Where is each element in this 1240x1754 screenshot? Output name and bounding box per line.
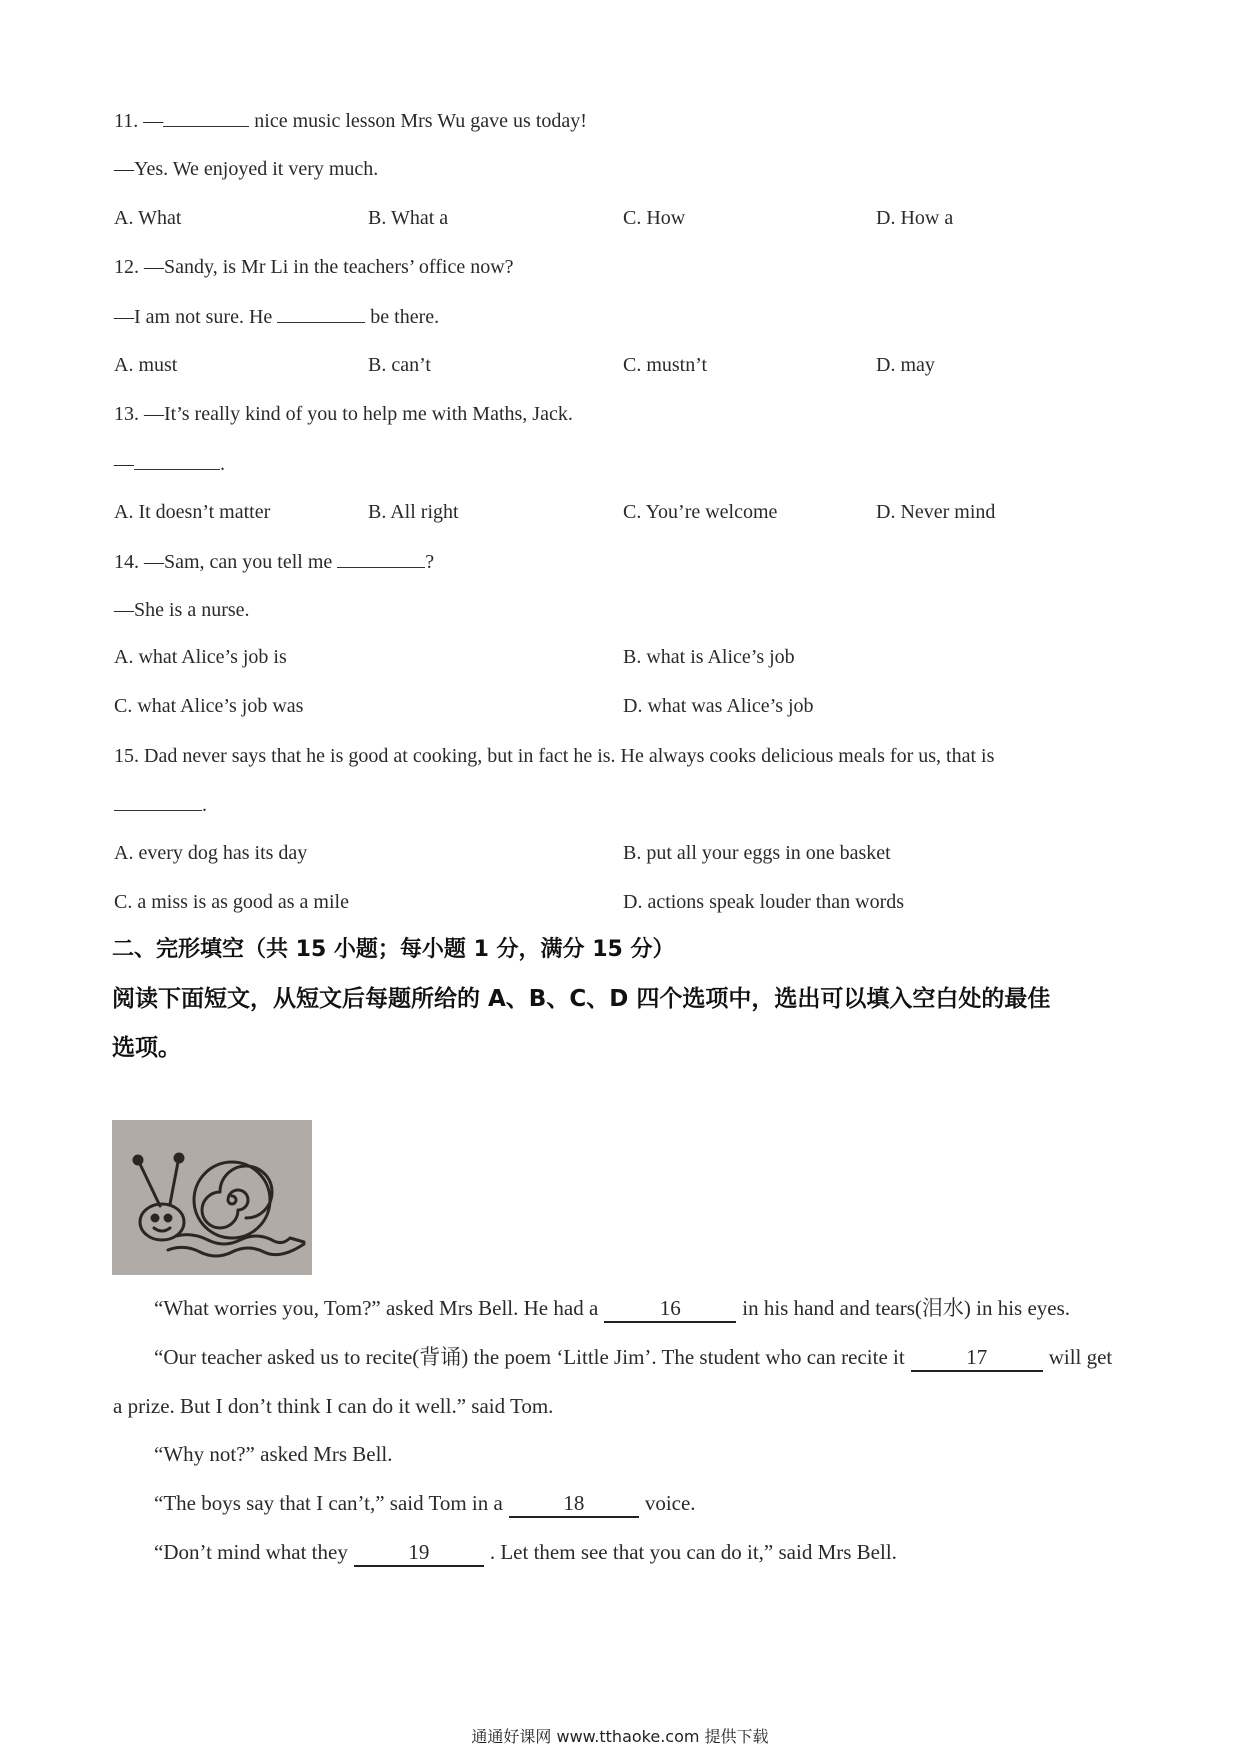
q12-option-c[interactable]: C. mustn’t [623,354,708,376]
q13-reply [114,451,225,476]
q15-prompt-cont [114,792,207,817]
q12-reply-text: —I am not sure. He [114,306,278,328]
p2-text: “Our teacher asked us to recite(背诵) the poem ‘Little Jim’. The student who can recite it [154,1345,905,1369]
q13-option-b[interactable]: B. All right [368,501,459,523]
q14-blank [337,549,425,568]
passage-paragraph-2-cont: a prize. But I don’t think I can do it well.” said Tom. [113,1394,554,1418]
q11-option-d[interactable]: D. How a [876,207,954,229]
q15-number: 15. [114,745,139,767]
q11-option-a[interactable]: A. What [114,207,182,229]
p4-text: “The boys say that I can’t,” said Tom in a [154,1491,503,1515]
passage-paragraph-2 [154,1344,1112,1372]
q15-prompt [114,744,994,768]
q12-prompt [114,255,514,279]
q14-text: —Sam, can you tell me [139,551,338,573]
passage-paragraph-3: “Why not?” asked Mrs Bell. [154,1442,393,1466]
q13-option-c[interactable]: C. You’re welcome [623,501,778,523]
q12-text: —Sandy, is Mr Li in the teachers’ office now? [139,256,514,278]
q14-option-d[interactable]: D. what was Alice’s job [623,695,814,717]
q13-prompt [114,402,573,426]
q13-text: —It’s really kind of you to help me with Maths, Jack. [139,403,573,425]
blank-18: 18 [509,1490,639,1518]
p1-text-end: in his hand and tears(泪水) in his eyes. [742,1296,1071,1320]
p4-text-end: voice. [644,1491,696,1515]
q11-option-c[interactable]: C. How [623,207,686,229]
p5-text-end: . Let them see that you can do it,” said Mrs Bell. [489,1540,897,1564]
p2-text-end: will get [1048,1345,1113,1369]
p5-text: “Don’t mind what they [154,1540,348,1564]
passage-paragraph-1 [154,1295,1070,1323]
q11-option-b[interactable]: B. What a [368,207,449,229]
q14-prompt [114,549,434,574]
q11-prompt [114,108,587,133]
q14-number: 14. [114,551,139,573]
q13-number: 13. [114,403,139,425]
q12-reply [114,304,439,329]
q12-reply-end: be there. [365,306,440,328]
q15-blank [114,792,202,811]
snail-illustration [112,1120,312,1275]
q14-option-c[interactable]: C. what Alice’s job was [114,695,304,717]
q13-option-d[interactable]: D. Never mind [876,501,996,523]
blank-17: 17 [911,1344,1043,1372]
q13-option-a[interactable]: A. It doesn’t matter [114,501,271,523]
passage-paragraph-5 [154,1539,897,1567]
q14-option-b[interactable]: B. what is Alice’s job [623,646,795,668]
q15-text: Dad never says that he is good at cooking, but in fact he is. He always cooks delicious meals for us, that is [139,745,995,767]
q13-dash: — [114,453,134,475]
q14-reply: —She is a nurse. [114,599,250,621]
q13-period: . [220,453,225,475]
passage-paragraph-4 [154,1490,696,1518]
page-footer: 通通好课网 www.tthaoke.com 提供下载 [471,1727,769,1746]
q11-reply: —Yes. We enjoyed it very much. [114,158,379,180]
blank-19: 19 [354,1539,484,1567]
p1-text: “What worries you, Tom?” asked Mrs Bell. He had a [154,1296,599,1320]
section-instruction-line2: 选项。 [112,1035,181,1061]
q15-option-b[interactable]: B. put all your eggs in one basket [623,842,891,864]
section-instruction-line1: 阅读下面短文，从短文后每题所给的 A、B、C、D 四个选项中，选出可以填入空白处的最佳 [112,986,1051,1012]
q15-option-c[interactable]: C. a miss is as good as a mile [114,891,349,913]
snail-icon [112,1120,312,1275]
q11-text: nice music lesson Mrs Wu gave us today! [249,110,587,132]
q11-dash: — [143,110,164,132]
q12-blank [277,304,365,323]
q15-period: . [202,794,207,816]
q12-option-d[interactable]: D. may [876,354,935,376]
section-title: 二、完形填空（共 15 小题；每小题 1 分，满分 15 分） [112,937,675,962]
q12-option-a[interactable]: A. must [114,354,178,376]
q14-option-a[interactable]: A. what Alice’s job is [114,646,287,668]
q14-question-mark: ? [425,551,435,573]
blank-16: 16 [604,1295,736,1323]
q15-option-a[interactable]: A. every dog has its day [114,842,308,864]
q13-blank [134,451,220,470]
q12-number: 12. [114,256,139,278]
q15-option-d[interactable]: D. actions speak louder than words [623,891,905,913]
q12-option-b[interactable]: B. can’t [368,354,431,376]
q11-blank [163,108,249,127]
q11-number: 11. [114,110,139,132]
